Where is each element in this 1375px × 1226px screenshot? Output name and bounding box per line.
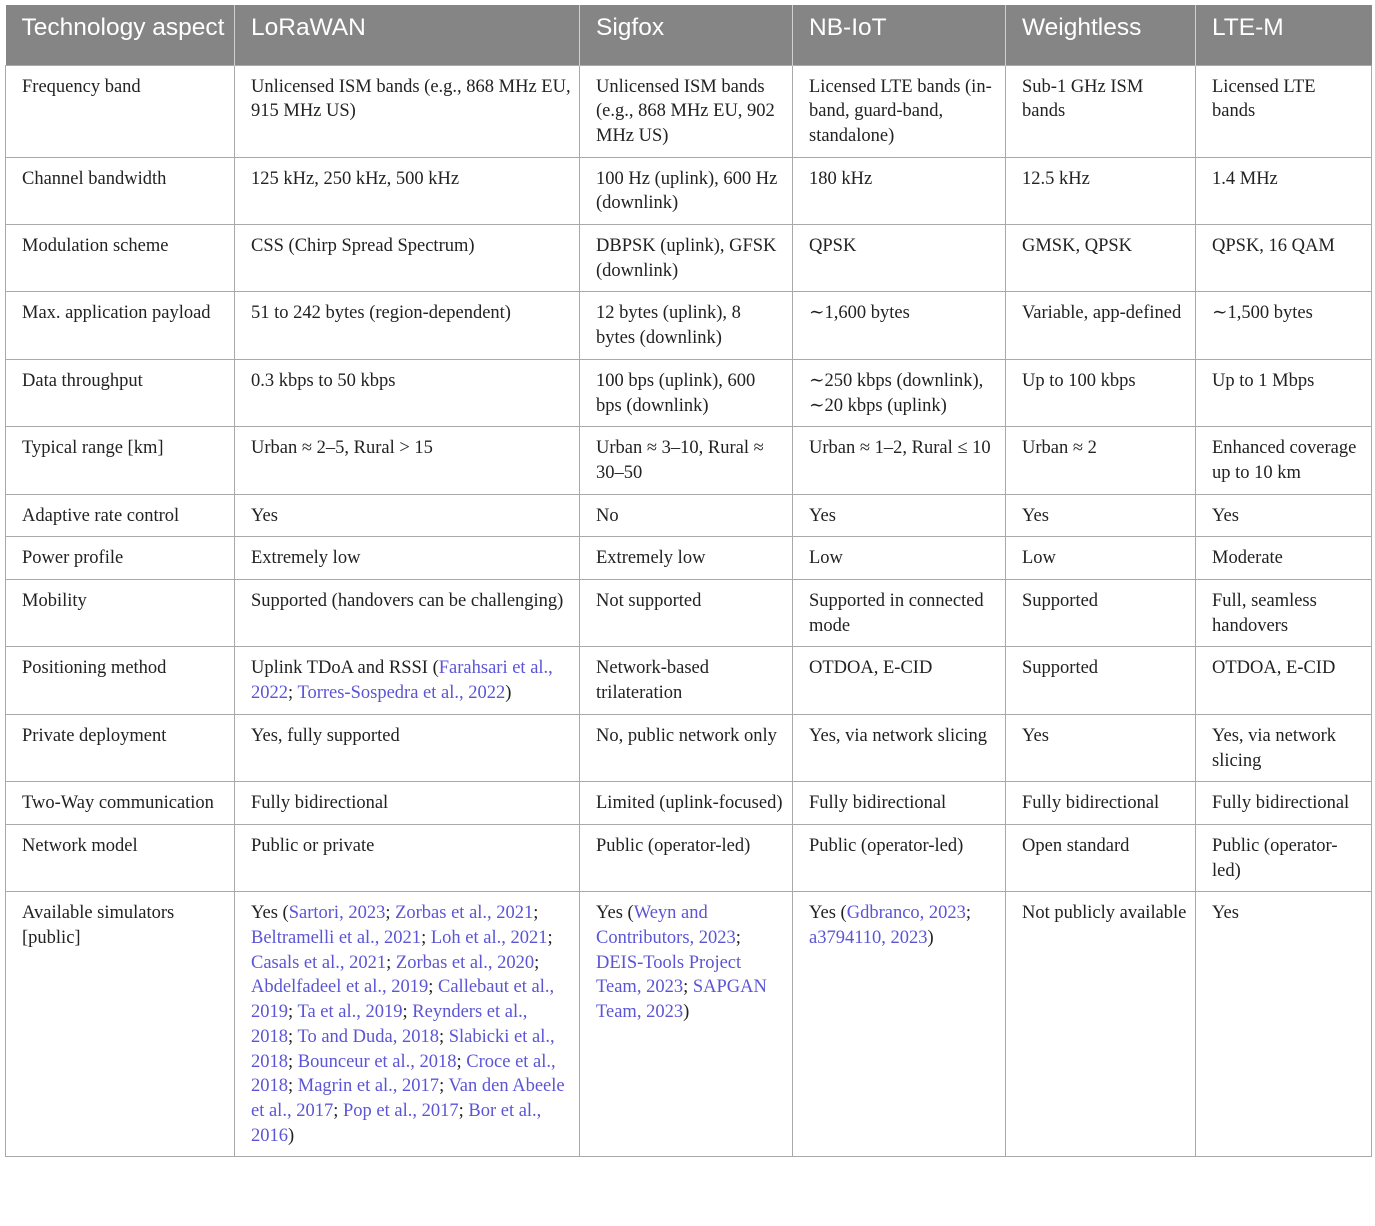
cell-text: 12.5 kHz: [1022, 168, 1090, 189]
cell-text: Power profile: [22, 548, 124, 569]
cell-text: Fully bidirectional: [251, 793, 389, 814]
row-label: [6, 225, 235, 292]
cell-sigfox: [580, 892, 793, 1157]
cell-weightless: [1006, 292, 1196, 359]
row-label: [6, 494, 235, 537]
cell-text: Private deployment: [22, 725, 167, 746]
cell-lorawan: [235, 537, 580, 580]
cell-text: Fully bidirectional: [1212, 793, 1350, 814]
table-row: [6, 714, 1372, 781]
cell-text: Up to 100 kbps: [1022, 370, 1136, 391]
row-label: [6, 714, 235, 781]
cell-lorawan: [235, 892, 580, 1157]
cell-text: Full, seamless handovers: [1212, 591, 1317, 636]
cell-text: Mobility: [22, 591, 87, 612]
cell-weightless: [1006, 782, 1196, 825]
cell-text: Public or private: [251, 835, 375, 856]
cell-text: Extremely low: [251, 548, 361, 569]
cell-text: Positioning method: [22, 658, 167, 679]
citation-link[interactable]: To and Duda, 2018: [297, 1026, 439, 1047]
cell-lorawan: [235, 714, 580, 781]
cell-text: Extremely low: [596, 548, 706, 569]
cell-text: ;: [333, 1101, 343, 1121]
cell-sigfox: [580, 580, 793, 647]
table-row: [6, 824, 1372, 891]
table-row: [6, 537, 1372, 580]
cell-lorawan: [235, 782, 580, 825]
citation-link[interactable]: Torres-Sospedra et al., 2022: [297, 683, 506, 704]
citation-link[interactable]: Zorbas et al., 2021: [395, 903, 534, 924]
cell-text: Yes, via network slicing: [809, 725, 987, 746]
cell-text: ;: [428, 977, 438, 998]
cell-text: QPSK: [809, 236, 857, 257]
cell-nb-iot: [793, 494, 1006, 537]
citation-link[interactable]: Croce et al., 2018: [251, 1051, 556, 1097]
row-label: [6, 292, 235, 359]
cell-text: 100 bps (uplink), 600 bps (downlink): [596, 370, 756, 416]
citation-link[interactable]: Sartori, 2023: [288, 903, 386, 924]
citation-link[interactable]: Abdelfadeel et al., 2019: [251, 977, 429, 998]
row-label: [6, 580, 235, 647]
cell-text: Network-based trilateration: [596, 658, 710, 704]
header-technology-aspect: Technology aspect: [6, 5, 235, 65]
cell-sigfox: [580, 225, 793, 292]
cell-lorawan: [235, 824, 580, 891]
cell-text: ;: [439, 1076, 449, 1097]
cell-text: Yes (: [251, 903, 289, 924]
cell-nb-iot: [793, 892, 1006, 1157]
cell-text: Yes: [1022, 505, 1049, 526]
table-header: [6, 5, 1372, 65]
citation-link[interactable]: Zorbas et al., 2020: [395, 952, 535, 973]
citation-link[interactable]: Callebaut et al., 2019: [251, 977, 555, 1023]
cell-text: ;: [385, 903, 396, 924]
citation-link[interactable]: Pop et al., 2017: [342, 1101, 459, 1121]
cell-text: Supported: [1022, 658, 1099, 679]
cell-text: ): [505, 683, 512, 704]
cell-text: Max. application payload: [22, 303, 211, 324]
cell-lte-m: [1196, 537, 1372, 580]
table-row: [6, 580, 1372, 647]
cell-text: Unlicensed ISM bands (e.g., 868 MHz EU, 915 MHz US): [251, 76, 571, 122]
cell-lorawan: [235, 580, 580, 647]
cell-text: Fully bidirectional: [809, 793, 947, 814]
citation-link[interactable]: Bounceur et al., 2018: [297, 1051, 457, 1072]
table-row: [6, 494, 1372, 537]
cell-text: 0.3 kbps to 50 kbps: [251, 370, 396, 391]
cell-lte-m: [1196, 292, 1372, 359]
cell-text: 1.4 MHz: [1212, 168, 1278, 189]
cell-text: ): [683, 1002, 690, 1023]
cell-text: OTDOA, E-CID: [809, 658, 933, 679]
cell-weightless: [1006, 494, 1196, 537]
cell-text: No: [596, 505, 619, 526]
cell-lorawan: [235, 494, 580, 537]
cell-lte-m: [1196, 892, 1372, 1157]
cell-text: ): [927, 928, 934, 949]
row-label: [6, 537, 235, 580]
cell-text: Urban ≈ 2–5, Rural > 15: [251, 438, 433, 459]
cell-lte-m: [1196, 225, 1372, 292]
cell-text: OTDOA, E-CID: [1212, 658, 1336, 679]
cell-text: ;: [288, 1026, 298, 1047]
table-row: [6, 892, 1372, 1157]
cell-sigfox: [580, 359, 793, 426]
citation-link[interactable]: Van den Abeele et al., 2017: [251, 1076, 565, 1121]
row-label: [6, 824, 235, 891]
citation-link[interactable]: DEIS-Tools Project Team, 2023: [596, 952, 742, 998]
cell-text: ;: [735, 928, 741, 949]
cell-lte-m: [1196, 427, 1372, 494]
cell-text: Low: [1022, 548, 1056, 569]
cell-text: Urban ≈ 2: [1022, 438, 1097, 459]
citation-link[interactable]: Beltramelli et al., 2021: [251, 928, 422, 949]
table-row: [6, 359, 1372, 426]
cell-text: Urban ≈ 3–10, Rural ≈ 30–50: [596, 438, 764, 483]
cell-nb-iot: [793, 157, 1006, 224]
cell-nb-iot: [793, 714, 1006, 781]
cell-text: CSS (Chirp Spread Spectrum): [251, 236, 475, 257]
header-nb-iot: NB-IoT: [793, 5, 1006, 65]
cell-text: Open standard: [1022, 835, 1130, 856]
cell-text: ): [288, 1125, 295, 1146]
cell-text: Yes: [251, 505, 278, 526]
cell-text: Available simulators [public]: [22, 903, 175, 949]
cell-text: ;: [421, 928, 431, 949]
cell-weightless: [1006, 427, 1196, 494]
cell-weightless: [1006, 359, 1196, 426]
cell-text: Public (operator-led): [596, 835, 751, 856]
cell-text: Data throughput: [22, 370, 143, 391]
cell-text: Yes: [809, 505, 836, 526]
cell-lorawan: [235, 647, 580, 714]
citation-link[interactable]: Farahsari et al., 2022: [251, 658, 553, 704]
cell-nb-iot: [793, 359, 1006, 426]
cell-sigfox: [580, 537, 793, 580]
cell-text: Low: [809, 548, 843, 569]
row-label: [6, 65, 235, 157]
table-row: [6, 647, 1372, 714]
cell-text: Limited (uplink-focused): [596, 793, 783, 814]
cell-text: ;: [386, 952, 396, 973]
cell-text: ∼250 kbps (downlink), ∼20 kbps (uplink): [809, 370, 984, 416]
row-label: [6, 359, 235, 426]
citation-link[interactable]: Reynders et al., 2018: [251, 1002, 528, 1047]
cell-nb-iot: [793, 580, 1006, 647]
cell-text: Moderate: [1212, 548, 1283, 569]
cell-text: Unlicensed ISM bands (e.g., 868 MHz EU, 902 MHz US): [596, 76, 775, 146]
table-body: [6, 65, 1372, 1157]
cell-sigfox: [580, 427, 793, 494]
cell-nb-iot: [793, 647, 1006, 714]
citation-link[interactable]: a3794110, 2023: [809, 928, 928, 949]
cell-nb-iot: [793, 782, 1006, 825]
cell-text: ;: [534, 952, 540, 973]
cell-text: ;: [456, 1051, 467, 1072]
cell-lorawan: [235, 157, 580, 224]
cell-text: Public (operator-led): [1212, 835, 1338, 881]
comparison-table: [5, 5, 1372, 1157]
cell-text: 180 kHz: [809, 168, 873, 189]
cell-weightless: [1006, 537, 1196, 580]
cell-text: Modulation scheme: [22, 236, 169, 257]
cell-text: Yes, via network slicing: [1212, 725, 1337, 771]
cell-weightless: [1006, 892, 1196, 1157]
cell-text: Supported (handovers can be challenging): [251, 591, 564, 612]
cell-text: ;: [288, 683, 298, 704]
table-row: [6, 782, 1372, 825]
cell-text: Variable, app-defined: [1022, 303, 1182, 324]
cell-text: Two-Way communication: [22, 793, 214, 814]
cell-weightless: [1006, 647, 1196, 714]
cell-weightless: [1006, 65, 1196, 157]
cell-text: Yes (: [809, 903, 847, 924]
cell-text: Supported: [1022, 591, 1099, 612]
cell-lte-m: [1196, 494, 1372, 537]
row-label: [6, 647, 235, 714]
cell-text: ;: [458, 1101, 469, 1121]
citation-link[interactable]: Weyn and Contributors, 2023: [596, 903, 736, 949]
header-row: [6, 5, 1372, 65]
cell-sigfox: [580, 824, 793, 891]
cell-sigfox: [580, 647, 793, 714]
cell-text: DBPSK (uplink), GFSK (downlink): [596, 236, 777, 281]
cell-text: ;: [683, 977, 693, 998]
cell-text: ;: [288, 1002, 298, 1023]
cell-lte-m: [1196, 647, 1372, 714]
cell-text: Yes: [1212, 505, 1239, 526]
cell-text: Supported in connected mode: [809, 591, 984, 636]
cell-sigfox: [580, 714, 793, 781]
header-lorawan: LoRaWAN: [235, 5, 580, 65]
cell-text: ;: [438, 1026, 449, 1047]
cell-nb-iot: [793, 824, 1006, 891]
row-label: [6, 782, 235, 825]
citation-link[interactable]: Loh et al., 2021: [430, 928, 548, 949]
cell-nb-iot: [793, 65, 1006, 157]
cell-weightless: [1006, 824, 1196, 891]
cell-text: Public (operator-led): [809, 835, 964, 856]
cell-nb-iot: [793, 225, 1006, 292]
cell-sigfox: [580, 494, 793, 537]
citation-link[interactable]: Ta et al., 2019: [297, 1002, 403, 1023]
cell-text: Sub-1 GHz ISM bands: [1022, 76, 1144, 122]
cell-text: Network model: [22, 835, 138, 856]
cell-lorawan: [235, 225, 580, 292]
cell-nb-iot: [793, 537, 1006, 580]
table-row: [6, 225, 1372, 292]
cell-text: Typical range [km]: [22, 438, 164, 459]
cell-weightless: [1006, 157, 1196, 224]
cell-text: 51 to 242 bytes (region-dependent): [251, 303, 511, 324]
cell-lorawan: [235, 359, 580, 426]
cell-weightless: [1006, 580, 1196, 647]
cell-text: ;: [288, 1076, 298, 1097]
row-label: [6, 157, 235, 224]
cell-text: Urban ≈ 1–2, Rural ≤ 10: [809, 438, 991, 459]
citation-link[interactable]: Bor et al., 2016: [251, 1101, 542, 1146]
cell-lte-m: [1196, 359, 1372, 426]
cell-text: No, public network only: [596, 725, 777, 746]
cell-lte-m: [1196, 65, 1372, 157]
cell-text: 12 bytes (uplink), 8 bytes (downlink): [596, 303, 741, 349]
cell-text: Adaptive rate control: [22, 505, 180, 526]
cell-lte-m: [1196, 824, 1372, 891]
cell-nb-iot: [793, 427, 1006, 494]
cell-text: ∼1,500 bytes: [1212, 303, 1313, 324]
cell-lte-m: [1196, 714, 1372, 781]
cell-text: Yes (: [596, 903, 634, 924]
citation-link[interactable]: Slabicki et al., 2018: [251, 1026, 555, 1072]
cell-lte-m: [1196, 580, 1372, 647]
cell-text: ;: [533, 903, 539, 924]
table-row: [6, 292, 1372, 359]
cell-lorawan: [235, 65, 580, 157]
table-row: [6, 65, 1372, 157]
cell-text: Not publicly available: [1022, 903, 1187, 924]
cell-sigfox: [580, 292, 793, 359]
cell-sigfox: [580, 782, 793, 825]
row-label: [6, 427, 235, 494]
header-sigfox: Sigfox: [580, 5, 793, 65]
cell-text: ;: [402, 1002, 413, 1023]
cell-text: Yes, fully supported: [251, 725, 400, 746]
cell-weightless: [1006, 714, 1196, 781]
cell-text: Not supported: [596, 591, 702, 612]
cell-text: ;: [288, 1051, 298, 1072]
cell-text: Licensed LTE bands: [1212, 76, 1316, 122]
cell-text: 125 kHz, 250 kHz, 500 kHz: [251, 168, 460, 189]
cell-text: ;: [965, 903, 972, 924]
cell-text: Yes: [1212, 903, 1239, 924]
cell-text: QPSK, 16 QAM: [1212, 236, 1335, 257]
cell-sigfox: [580, 65, 793, 157]
citation-link[interactable]: SAPGAN Team, 2023: [596, 977, 767, 1023]
citation-link[interactable]: Casals et al., 2021: [251, 952, 387, 973]
cell-text: Yes: [1022, 725, 1049, 746]
header-lte-m: LTE-M: [1196, 5, 1372, 65]
cell-text: 100 Hz (uplink), 600 Hz (downlink): [596, 168, 778, 214]
cell-text: Fully bidirectional: [1022, 793, 1160, 814]
cell-text: Uplink TDoA and RSSI (: [251, 658, 439, 679]
cell-lorawan: [235, 427, 580, 494]
cell-text: ∼1,600 bytes: [809, 303, 910, 324]
citation-link[interactable]: Magrin et al., 2017: [297, 1076, 440, 1097]
row-label: [6, 892, 235, 1157]
cell-text: Up to 1 Mbps: [1212, 370, 1315, 391]
cell-lte-m: [1196, 782, 1372, 825]
cell-lorawan: [235, 292, 580, 359]
cell-text: Frequency band: [22, 76, 141, 97]
cell-weightless: [1006, 225, 1196, 292]
cell-sigfox: [580, 157, 793, 224]
cell-text: Enhanced coverage up to 10 km: [1212, 438, 1357, 483]
table-row: [6, 157, 1372, 224]
cell-text: ;: [547, 928, 553, 949]
table-row: [6, 427, 1372, 494]
cell-nb-iot: [793, 292, 1006, 359]
cell-text: Channel bandwidth: [22, 168, 167, 189]
cell-text: Licensed LTE bands (in-band, guard-band, standalone): [809, 76, 992, 146]
header-weightless: Weightless: [1006, 5, 1196, 65]
citation-link[interactable]: Gdbranco, 2023: [846, 903, 966, 924]
cell-text: GMSK, QPSK: [1022, 236, 1133, 257]
cell-lte-m: [1196, 157, 1372, 224]
